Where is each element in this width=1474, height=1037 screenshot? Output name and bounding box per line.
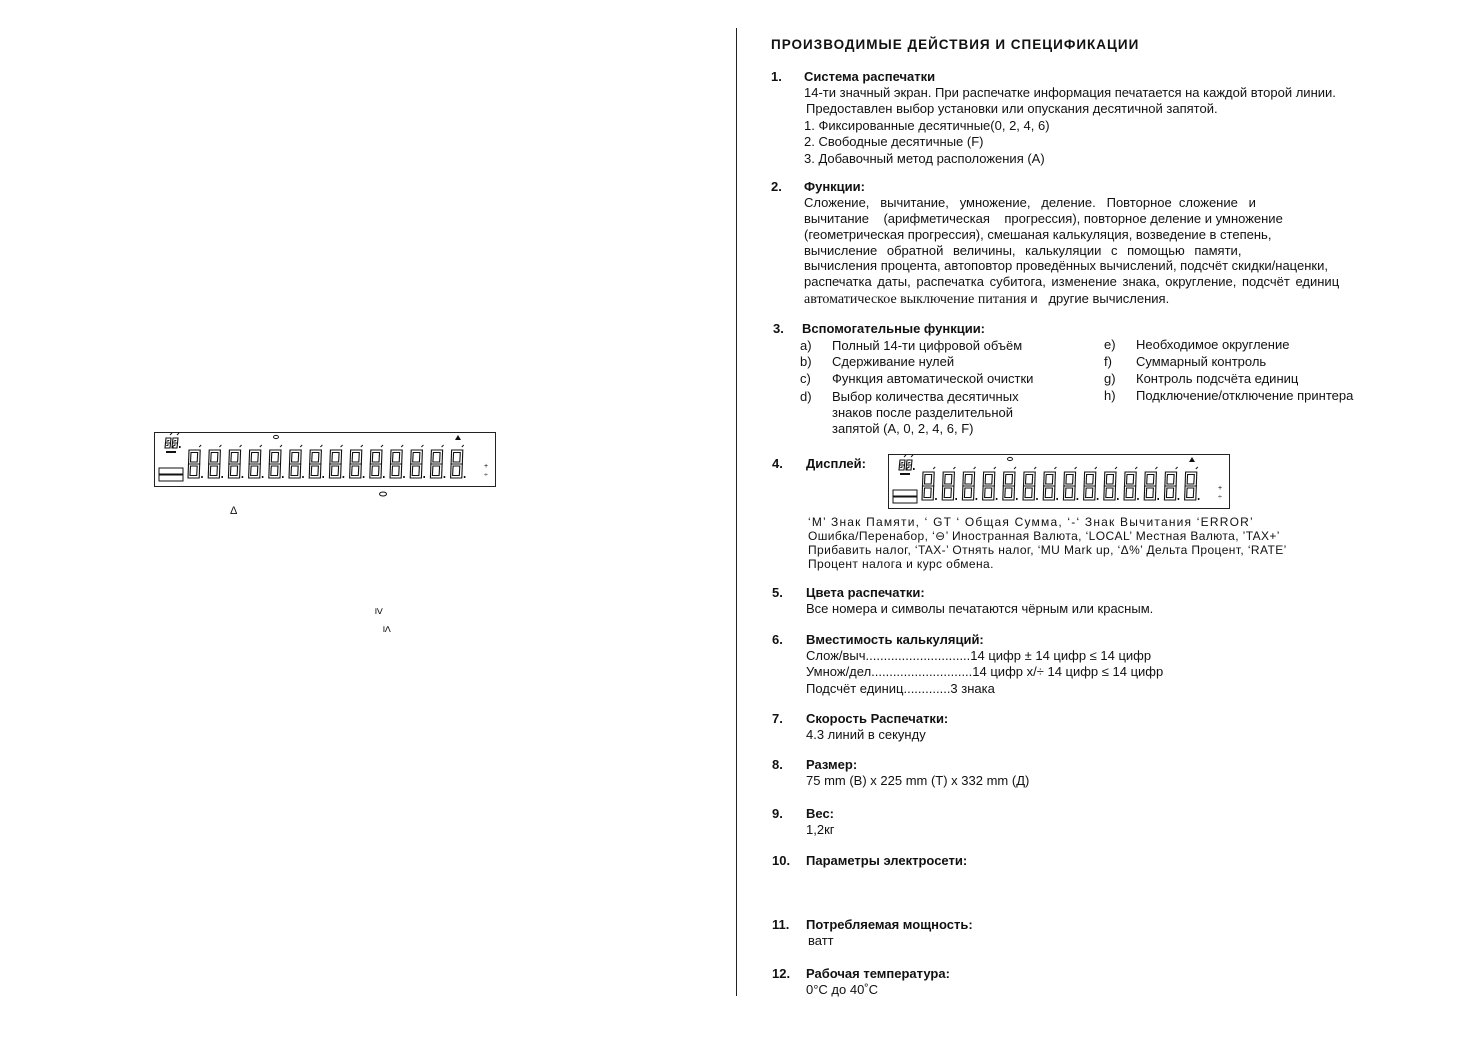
- section-5-line: Все номера и символы печатаются чёрным или красным.: [806, 601, 1154, 616]
- section-7-heading: Скорость Распечатки:: [806, 711, 949, 726]
- section-6-line: Подсчёт единиц.............3 знака: [806, 681, 995, 696]
- section-2-line: вычисления процента, автоповтор проведённых вычислений, подсчёт скидки/наценки,: [804, 258, 1328, 273]
- section-3-heading: Вспомогательные функции:: [802, 321, 986, 336]
- section-2-heading: Функции:: [804, 179, 865, 194]
- section-9-line: 1,2кг: [806, 822, 835, 837]
- section-1-line: 14-ти значный экран. При распечатке информация печатается на каждой второй линии.: [804, 85, 1336, 100]
- section-2-line: (геометрическая прогрессия), смешаная калькуляция, возведение в степень,: [804, 227, 1272, 242]
- section-8-heading: Размер:: [806, 757, 858, 772]
- aux-item-label: c): [800, 371, 811, 386]
- aux-item-text: Сдерживание нулей: [832, 354, 955, 369]
- aux-item-text-cont: запятой (A, 0, 2, 4, 6, F): [832, 421, 974, 436]
- left-le-symbol: ≤: [380, 625, 395, 633]
- aux-item-label: b): [800, 354, 812, 369]
- lcd-minus-bar: [900, 473, 910, 475]
- section-11-line: ватт: [808, 933, 834, 948]
- section-1-number: 1.: [771, 69, 782, 84]
- section-2-rest-text: и другие вычисления.: [1026, 291, 1170, 306]
- section-4-number: 4.: [772, 456, 783, 471]
- section-4-line: Прибавить налог, ‘TAX-’ Отнять налог, ‘MU Mark up, ‘Δ%’ Дельта Процент, ‘RATE’: [808, 543, 1287, 557]
- section-2-line: распечатка даты, распечатка субитога, изменение знака, округление, подсчёт единиц: [804, 274, 1340, 289]
- left-ge-symbol: ≥: [372, 607, 387, 615]
- section-4-line: Ошибка/Перенабор, ‘⊖’ Иностранная Валюта, ‘LOCAL’ Местная Валюта, ’TAX+’: [808, 529, 1280, 543]
- section-5-heading: Цвета распечатки:: [806, 585, 925, 600]
- section-12-number: 12.: [772, 966, 791, 981]
- section-2-line: вычитание (арифметическая прогрессия), повторное деление и умножение: [804, 211, 1283, 226]
- section-2-line-last: [804, 291, 1169, 308]
- section-11-heading: Потребляемая мощность:: [806, 917, 973, 932]
- section-2-line: Сложение, вычитание, умножение, деление. Повторное сложение и: [804, 195, 1256, 210]
- aux-item-text: Выбор количества десятичных: [832, 389, 1019, 404]
- section-12-heading: Рабочая температура:: [806, 966, 950, 981]
- section-1-line: 3. Добавочный метод расположения (А): [804, 151, 1045, 166]
- aux-item-label: g): [1104, 371, 1116, 386]
- right-lcd-display: [888, 454, 1230, 510]
- section-8-line: 75 mm (В) x 225 mm (Т) x 332 mm (Д): [806, 773, 1030, 788]
- aux-item-text: Функция автоматической очистки: [832, 371, 1034, 386]
- aux-item-label: e): [1104, 337, 1116, 352]
- section-6-line: Умнож/дел............................14 цифр х/÷ 14 цифр ≤ 14 цифр: [806, 664, 1164, 679]
- section-9-heading: Вес:: [806, 806, 835, 821]
- section-6-heading: Вместимость калькуляций:: [806, 632, 984, 647]
- section-5-number: 5.: [772, 585, 783, 600]
- page-title: ПРОИЗВОДИМЫЕ ДЕЙСТВИЯ И СПЕЦИФИКАЦИИ: [771, 37, 1140, 52]
- lcd-plus-mark: +: [1218, 485, 1223, 492]
- section-12-line: 0°C до 40˚C: [806, 982, 879, 997]
- lcd-minus-bar: [166, 451, 176, 453]
- section-3-number: 3.: [773, 321, 784, 336]
- left-lcd-display: [154, 432, 496, 488]
- lcd-div-mark: ÷: [1218, 494, 1222, 501]
- aux-item-label: h): [1104, 388, 1116, 403]
- section-4-line: Процент налога и курс обмена.: [808, 557, 994, 571]
- section-4-heading: Дисплей:: [806, 456, 866, 471]
- section-1-line: 1. Фиксированные десятичные(0, 2, 4, 6): [804, 118, 1050, 133]
- aux-item-text: Полный 14-ти цифровой объём: [832, 338, 1023, 353]
- page-divider: [736, 28, 737, 996]
- aux-item-text-cont: знаков после разделительной: [832, 405, 1014, 420]
- left-lcd-bottom-indicator: [378, 490, 388, 498]
- section-7-number: 7.: [772, 711, 783, 726]
- left-triangle-icon: Δ: [230, 505, 238, 517]
- aux-item-label: d): [800, 389, 812, 404]
- section-1-line: 2. Свободные десятичные (F): [804, 134, 984, 149]
- section-10-number: 10.: [772, 853, 791, 868]
- aux-item-text: Подключение/отключение принтера: [1136, 388, 1354, 403]
- lcd-plus-mark: +: [484, 463, 489, 470]
- section-1-heading: Система распечатки: [804, 69, 936, 84]
- section-2-line: вычисление обратной величины, калькуляции с помощью памяти,: [804, 243, 1242, 258]
- section-6-line: Слож/выч.............................14 цифр ± 14 цифр ≤ 14 цифр: [806, 648, 1152, 663]
- aux-item-label: a): [800, 338, 812, 353]
- section-2-serif-text: автоматическое выключение питания: [804, 292, 1027, 307]
- aux-item-text: Суммарный контроль: [1136, 354, 1267, 369]
- section-11-number: 11.: [772, 917, 790, 932]
- aux-item-label: f): [1104, 354, 1112, 369]
- aux-item-text: Контроль подсчёта единиц: [1136, 371, 1299, 386]
- section-2-number: 2.: [771, 179, 782, 194]
- aux-item-text: Необходимое округление: [1136, 337, 1290, 352]
- section-8-number: 8.: [772, 757, 783, 772]
- section-6-number: 6.: [772, 632, 783, 647]
- section-10-heading: Параметры электросети:: [806, 853, 968, 868]
- section-7-line: 4.3 линий в секунду: [806, 727, 926, 742]
- section-9-number: 9.: [772, 806, 783, 821]
- section-4-line: ‘M’ Знак Памяти, ‘ GT ‘ Общая Сумма, ‘-‘ Знак Вычитания ‘ERROR’: [808, 515, 1254, 529]
- lcd-div-mark: ÷: [484, 472, 488, 479]
- section-1-line: Предоставлен выбор установки или опускания десятичной запятой.: [806, 101, 1218, 116]
